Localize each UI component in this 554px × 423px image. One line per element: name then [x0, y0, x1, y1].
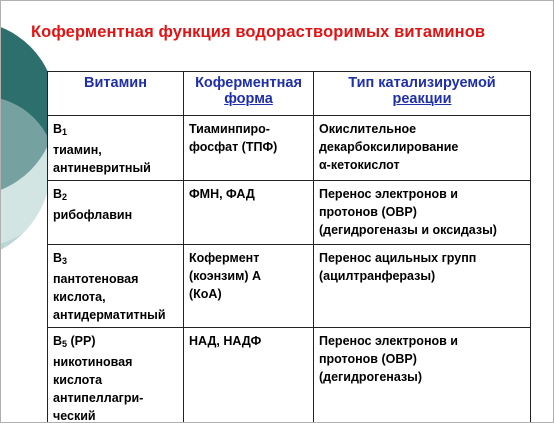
cell-coenzyme [184, 328, 314, 423]
vitamin-subscript: 3 [62, 256, 68, 266]
cell-coenzyme [184, 116, 314, 181]
reaction-line: (ацилтранферазы) [319, 269, 436, 283]
vitamin-code [53, 332, 178, 353]
table-row [48, 328, 531, 423]
coenzyme-line: (коэнзим) А [189, 269, 261, 283]
vitamin-letter: B [53, 187, 63, 201]
vitamin-code [53, 249, 178, 270]
reaction-line: Перенос ацильных групп [319, 251, 477, 265]
cell-vitamin [48, 328, 184, 423]
reaction-line: Перенос электронов и [319, 187, 458, 201]
header-reaction-type [314, 72, 531, 116]
header-reaction-label-line2: реакции [392, 91, 452, 107]
vitamin-code [53, 120, 178, 141]
vitamin-letter: B [53, 122, 63, 136]
vitamin-line: ческий [53, 409, 96, 423]
reaction-line: α-кетокислот [319, 158, 400, 172]
header-coenzyme-label-line2: форма [224, 91, 273, 107]
cell-vitamin [48, 245, 184, 328]
table-row [48, 116, 531, 181]
coenzyme-line: Тиаминпиро- [189, 122, 270, 136]
cell-vitamin [48, 116, 184, 181]
vitamin-line: антипеллагри- [53, 391, 144, 405]
table-row [48, 245, 531, 328]
header-coenzyme-label-line1: Коферментная [195, 75, 302, 91]
vitamin-line: кислота, [53, 290, 106, 304]
reaction-line: Перенос электронов и [319, 334, 458, 348]
coenzyme-line: ФМН, ФАД [189, 187, 255, 201]
vitamin-code [53, 185, 178, 206]
coenzyme-line: (КоА) [189, 287, 222, 301]
coenzyme-line: Кофермент [189, 251, 260, 265]
header-coenzyme-form [184, 72, 314, 116]
vitamin-subscript: 5 [62, 339, 68, 349]
cell-reaction [314, 328, 531, 423]
reaction-line: (дегидрогеназы и оксидазы) [319, 223, 497, 237]
vitamin-suffix: (PP) [67, 334, 96, 348]
slide-title: Коферментная функция водорастворимых витаминов [31, 23, 486, 41]
vitamin-line: антиневритный [53, 161, 151, 175]
reaction-line: Окислительное [319, 122, 417, 136]
coenzyme-line: НАД, НАДФ [189, 334, 262, 348]
vitamin-subscript: 2 [62, 192, 68, 202]
vitamin-line: рибофлавин [53, 208, 133, 222]
reaction-line: протонов (ОВР) [319, 352, 417, 366]
header-reaction-label-line1: Тип катализируемой [348, 75, 496, 91]
vitamin-line: антидерматитный [53, 308, 166, 322]
vitamin-line: никотиновая [53, 355, 133, 369]
cell-coenzyme [184, 245, 314, 328]
coenzyme-line: фосфат (ТПФ) [189, 140, 278, 154]
vitamin-coenzyme-table [47, 71, 531, 423]
header-vitamin-label: Витамин [84, 75, 147, 91]
vitamin-line: кислота [53, 373, 103, 387]
reaction-line: протонов (ОВР) [319, 205, 417, 219]
vitamin-letter: B [53, 334, 63, 348]
vitamin-letter: B [53, 251, 63, 265]
vitamin-line: пантотеновая [53, 272, 139, 286]
table-row [48, 181, 531, 245]
cell-vitamin [48, 181, 184, 245]
reaction-line: (дегидрогеназы) [319, 370, 423, 384]
table-header-row [48, 72, 531, 116]
reaction-line: декарбоксилирование [319, 140, 459, 154]
header-vitamin [48, 72, 184, 116]
cell-reaction [314, 181, 531, 245]
cell-reaction [314, 245, 531, 328]
vitamin-subscript: 1 [62, 127, 68, 137]
cell-coenzyme [184, 181, 314, 245]
vitamin-line: тиамин, [53, 143, 102, 157]
cell-reaction [314, 116, 531, 181]
